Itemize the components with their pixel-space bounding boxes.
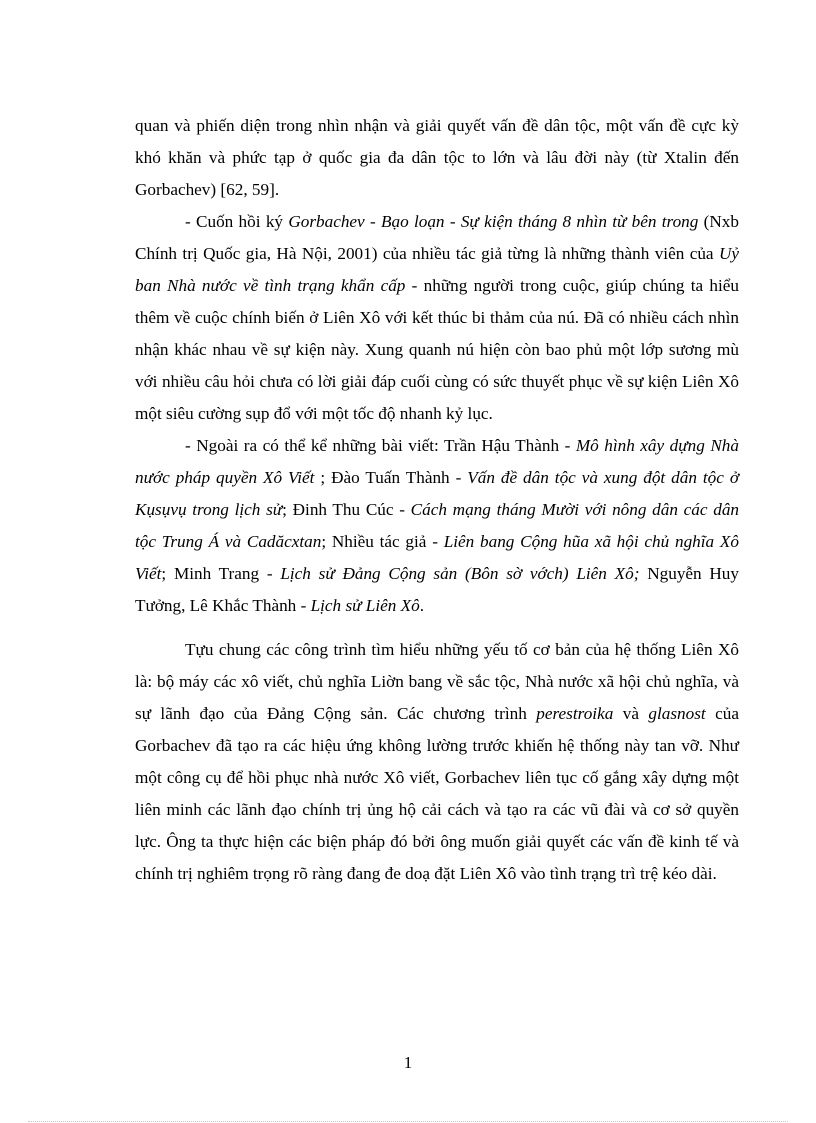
italic-title-run: Lịch sử Liên Xô: [310, 596, 420, 615]
text-run: của Gorbachev đã tạo ra các hiệu ứng không lường trước khiến hệ thống này tan vỡ. Như một công cụ để hồi phục nhà nước Xô viết, Gorbachev liên tục cố gắng xây dựng một liên minh các lãnh đạo chính trị ủng hộ cải cách và tạo ra các vũ đài và cơ sở quyền lực. Ông ta thực hiện các biện pháp đó bởi ông muốn giải quyết các vấn đề kinh tế và chính trị nghiêm trọng rõ ràng đang đe doạ đặt Liên Xô vào tình trạng trì trệ kéo dài.: [135, 704, 739, 883]
text-run: - những người trong cuộc, giúp chúng ta hiểu thêm về cuộc chính biến ở Liên Xô với kết thúc bi thảm của nú. Đã có nhiều cách nhìn nhận khác nhau về sự kiện này. Xung quanh nú hiện còn bao phủ một lớp sương mù với nhiều câu hỏi chưa có lời giải đáp cuối cùng có sức thuyết phục về sự kiện Liên Xô một siêu cường sụp đổ với một tốc độ nhanh kỷ lục.: [135, 276, 739, 423]
text-run: - Ngoài ra có thể kể những bài viết: Trần Hậu Thành -: [185, 436, 576, 455]
text-run: .: [419, 596, 425, 615]
text-run: ; Nhiều tác giả -: [321, 532, 444, 551]
text-run: - Cuốn hồi ký: [185, 212, 289, 231]
text-run: và: [613, 704, 649, 723]
paragraph: [135, 634, 739, 890]
paragraph: [135, 430, 739, 622]
text-run: ; Đào Tuấn Thành -: [314, 468, 468, 487]
italic-title-run: Uỷ ban Nhà nước về tình trạng khẩn cấp: [135, 244, 739, 295]
text-run: Tựu chung các công trình tìm hiểu những yếu tố cơ bản của hệ thống Liên Xô là: bộ máy các xô viết, chủ nghĩa Liờn bang về sắc tộc, Nhà nước xã hội chủ nghĩa, và sự lãnh đạo của Đảng Cộng sản. Các chương trình: [135, 640, 739, 723]
italic-title-run: Cách mạng tháng Mười với nông dân các dân tộc Trung Á và Cadăcxtan: [135, 500, 740, 551]
italic-title-run: Liên bang Cộng hũa xã hội chủ nghĩa Xô Viết: [135, 532, 739, 583]
footer-divider: [28, 1121, 788, 1122]
italic-title-run: Mô hình xây dựng Nhà nước pháp quyền Xô Viết: [135, 436, 739, 487]
text-run: Nguyễn Huy Tưởng, Lê Khắc Thành -: [135, 564, 739, 615]
italic-title-run: glasnost: [648, 704, 706, 723]
italic-title-run: perestroika: [536, 704, 614, 723]
text-run: (Nxb Chính trị Quốc gia, Hà Nội, 2001) của nhiều tác giả từng là những thành viên của: [135, 212, 739, 263]
italic-title-run: Vấn đề dân tộc và xung đột dân tộc ở Kụsụvụ trong lịch sử: [135, 468, 739, 519]
paragraph: [135, 110, 739, 206]
body-text: [135, 110, 739, 890]
text-run: ; Minh Trang -: [161, 564, 281, 583]
text-run: ; Đinh Thu Cúc -: [282, 500, 411, 519]
italic-title-run: Gorbachev - Bạo loạn - Sự kiện tháng 8 nhìn từ bên trong: [288, 212, 699, 231]
paragraph: [135, 206, 739, 430]
text-run: quan và phiến diện trong nhìn nhận và giải quyết vấn đề dân tộc, một vấn đề cực kỳ khó khăn và phức tạp ở quốc gia đa dân tộc to lớn và lâu đời này (từ Xtalin đến Gorbachev) [62, 59].: [135, 116, 739, 199]
italic-title-run: Lịch sử Đảng Cộng sản (Bôn sờ vớch) Liên Xô;: [280, 564, 640, 583]
page-number: 1: [403, 1053, 413, 1072]
